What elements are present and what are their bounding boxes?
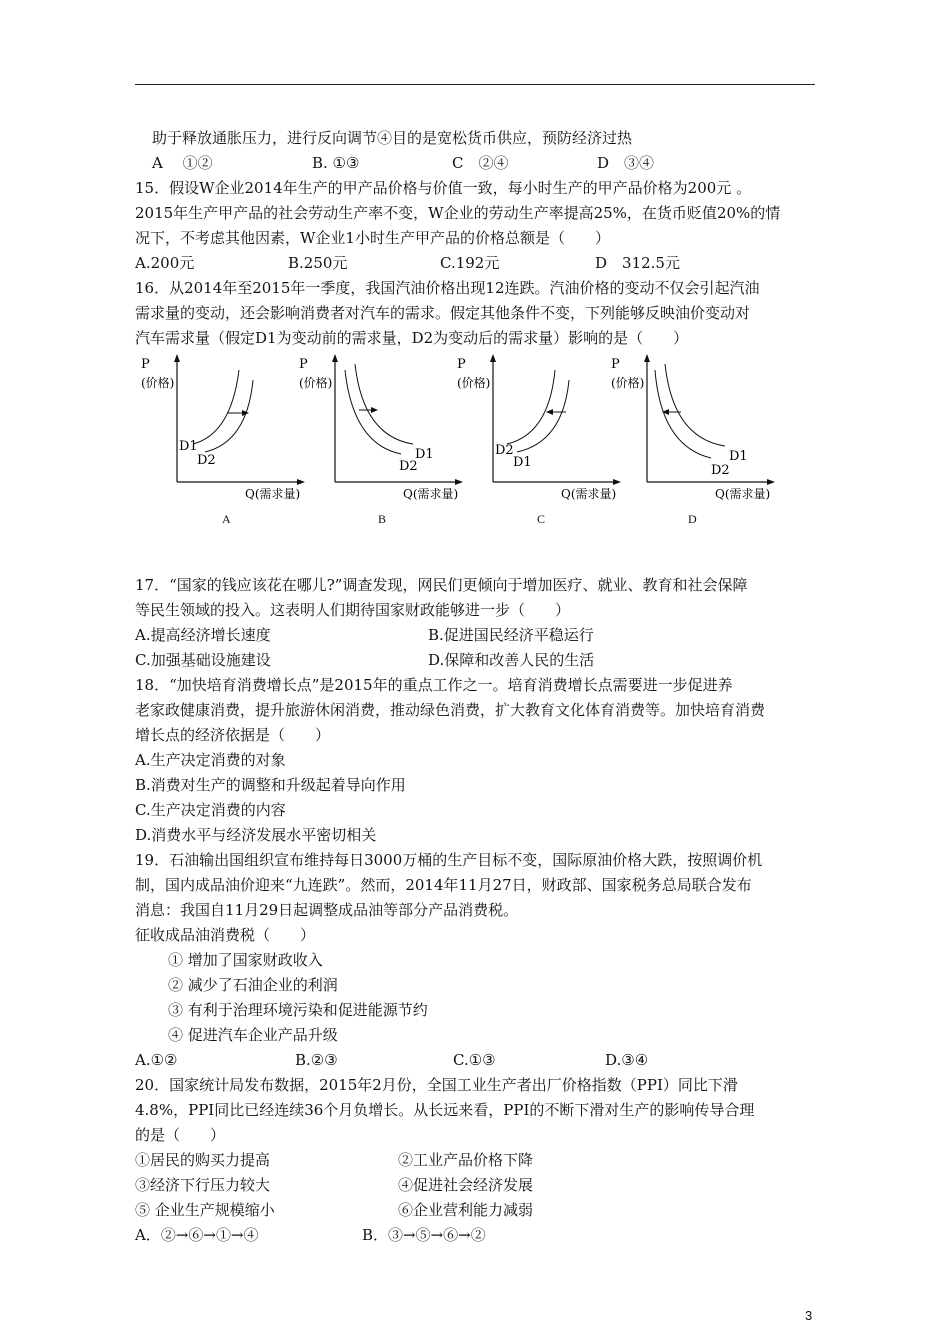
q18-option-a[interactable]: A.生产决定消费的对象 — [135, 751, 286, 769]
q-axis-label: Q(需求量) — [715, 487, 771, 501]
q18-option-c[interactable]: C.生产决定消费的内容 — [135, 801, 286, 819]
graph-c[interactable] — [451, 352, 617, 532]
q15-option-b[interactable]: B.250元 — [288, 254, 348, 272]
curve-label: D2 — [711, 463, 730, 478]
p-axis-sublabel: (价格) — [611, 376, 645, 390]
q15-options — [135, 253, 795, 273]
graph-label: D — [688, 512, 697, 526]
curve-label: D2 — [197, 453, 216, 468]
q20-item: ⑥企业营利能力减弱 — [398, 1201, 534, 1219]
q19-option-a[interactable]: A.①② — [135, 1051, 178, 1069]
q15-option-d[interactable]: D 312.5元 — [595, 254, 680, 272]
q20-line: 4.8%，PPI同比已经连续36个月负增长。从长远来看，PPI的不断下滑对生产的影响传导合理 — [135, 1101, 755, 1119]
q19-line: 消息：我国自11月29日起调整成品油等部分产品消费税。 — [135, 901, 519, 919]
curve-label: D1 — [729, 449, 748, 464]
q18-line: 18．“加快培育消费增长点”是2015年的重点工作之一。培育消费增长点需要进一步促进养 — [135, 676, 733, 694]
graph-label: B — [378, 512, 387, 526]
q18-option-b[interactable]: B.消费对生产的调整和升级起着导向作用 — [135, 776, 406, 794]
graph-b-plot — [293, 352, 463, 502]
q20-option-b[interactable]: B．③→⑤→⑥→② — [362, 1226, 486, 1244]
q17-option-a[interactable]: A.提高经济增长速度 — [135, 626, 271, 644]
page-number: 3 — [805, 1308, 813, 1323]
graph-b[interactable] — [293, 352, 459, 532]
q20-line: 的是（ ） — [135, 1126, 226, 1144]
p-axis-label: P — [299, 357, 308, 372]
q20-item: ①居民的购买力提高 — [135, 1151, 271, 1169]
q19-item: ③ 有利于治理环境污染和促进能源节约 — [168, 1001, 428, 1019]
graph-d-plot — [605, 352, 775, 502]
q18-line: 老家政健康消费，提升旅游休闲消费，推动绿色消费，扩大教育文化体育消费等。加快培育消费 — [135, 701, 766, 719]
q15-line: 况下，不考虑其他因素，W企业1小时生产甲产品的价格总额是（ ） — [135, 229, 610, 247]
q15-line: 15．假设W企业2014年生产的甲产品价格与价值一致，每小时生产的甲产品价格为200元 。 — [135, 179, 752, 197]
q17-option-d[interactable]: D.保障和改善人民的生活 — [428, 651, 595, 669]
q18-option-d[interactable]: D.消费水平与经济发展水平密切相关 — [135, 826, 377, 844]
p-axis-label: P — [141, 357, 150, 372]
q17-line: 等民生领域的投入。这表明人们期待国家财政能够进一步（ ） — [135, 601, 571, 619]
q19-item: ④ 促进汽车企业产品升级 — [168, 1026, 338, 1044]
q20-line: 20．国家统计局发布数据，2015年2月份，全国工业生产者出厂价格指数（PPI）同比下滑 — [135, 1076, 738, 1094]
header-rule — [135, 84, 815, 85]
graph-d[interactable] — [605, 352, 771, 532]
graph-c-plot — [451, 352, 621, 502]
q17-line: 17．“国家的钱应该花在哪儿?”调查发现，网民们更倾向于增加医疗、就业、教育和社会保障 — [135, 576, 748, 594]
q15-option-c[interactable]: C.192元 — [440, 254, 500, 272]
graph-label: A — [222, 512, 231, 526]
p-axis-sublabel: (价格) — [141, 376, 175, 390]
graph-label: C — [537, 512, 546, 526]
q17-option-b[interactable]: B.促进国民经济平稳运行 — [428, 626, 594, 644]
q19-options — [135, 1050, 795, 1070]
p-axis-sublabel: (价格) — [457, 376, 491, 390]
graph-a-plot — [135, 352, 305, 502]
q19-option-b[interactable]: B.②③ — [295, 1051, 338, 1069]
graph-a[interactable] — [135, 352, 301, 532]
q15-line: 2015年生产甲产品的社会劳动生产率不变，W企业的劳动生产率提高25%，在货币贬值20%的情 — [135, 204, 781, 222]
curve-label: D1 — [179, 439, 198, 454]
q19-item: ① 增加了国家财政收入 — [168, 951, 323, 969]
q20-option-a[interactable]: A．②→⑥→①→④ — [135, 1226, 259, 1244]
q20-item: ②工业产品价格下降 — [398, 1151, 534, 1169]
q20-item: ③经济下行压力较大 — [135, 1176, 271, 1194]
q20-item: ⑤ 企业生产规模缩小 — [135, 1201, 275, 1219]
q19-item: ② 减少了石油企业的利润 — [168, 976, 338, 994]
p-axis-sublabel: (价格) — [299, 376, 333, 390]
q19-line: 制，国内成品油价迎来“九连跌”。然而，2014年11月27日，财政部、国家税务总局联合发布 — [135, 876, 752, 894]
q-axis-label: Q(需求量) — [245, 487, 301, 501]
q16-line: 16．从2014年至2015年一季度，我国汽油价格出现12连跌。汽油价格的变动不仅会引起汽油 — [135, 279, 760, 297]
curve-label: D2 — [399, 459, 418, 474]
curve-label: D2 — [495, 443, 514, 458]
p-axis-label: P — [611, 357, 620, 372]
q14-option-a[interactable]: A ①② — [152, 154, 213, 172]
q14-options — [152, 153, 812, 173]
q20-item: ④促进社会经济发展 — [398, 1176, 534, 1194]
q15-option-a[interactable]: A.200元 — [135, 254, 195, 272]
demand-graphs — [135, 352, 815, 532]
q17-option-c[interactable]: C.加强基础设施建设 — [135, 651, 271, 669]
q16-line: 汽车需求量（假定D1为变动前的需求量，D2为变动后的需求量）影响的是（ ） — [135, 329, 689, 347]
q19-option-d[interactable]: D.③④ — [605, 1051, 649, 1069]
q19-line: 19．石油输出国组织宣布维持每日3000万桶的生产目标不变，国际原油价格大跌，按照调价机 — [135, 851, 763, 869]
q14-text: 助于释放通胀压力，进行反向调节④目的是宽松货币供应，预防经济过热 — [152, 129, 633, 147]
q-axis-label: Q(需求量) — [561, 487, 617, 501]
q14-option-d[interactable]: D ③④ — [597, 154, 655, 172]
q14-option-b[interactable]: B. ①③ — [312, 154, 360, 172]
q19-option-c[interactable]: C.①③ — [453, 1051, 496, 1069]
q16-line: 需求量的变动，还会影响消费者对汽车的需求。假定其他条件不变，下列能够反映油价变动对 — [135, 304, 751, 322]
q18-line: 增长点的经济依据是（ ） — [135, 726, 331, 744]
curve-label: D1 — [513, 455, 532, 470]
q-axis-label: Q(需求量) — [403, 487, 459, 501]
q14-option-c[interactable]: C ②④ — [452, 154, 509, 172]
curve-label: D1 — [415, 447, 434, 462]
p-axis-label: P — [457, 357, 466, 372]
q19-line: 征收成品油消费税（ ） — [135, 926, 316, 944]
